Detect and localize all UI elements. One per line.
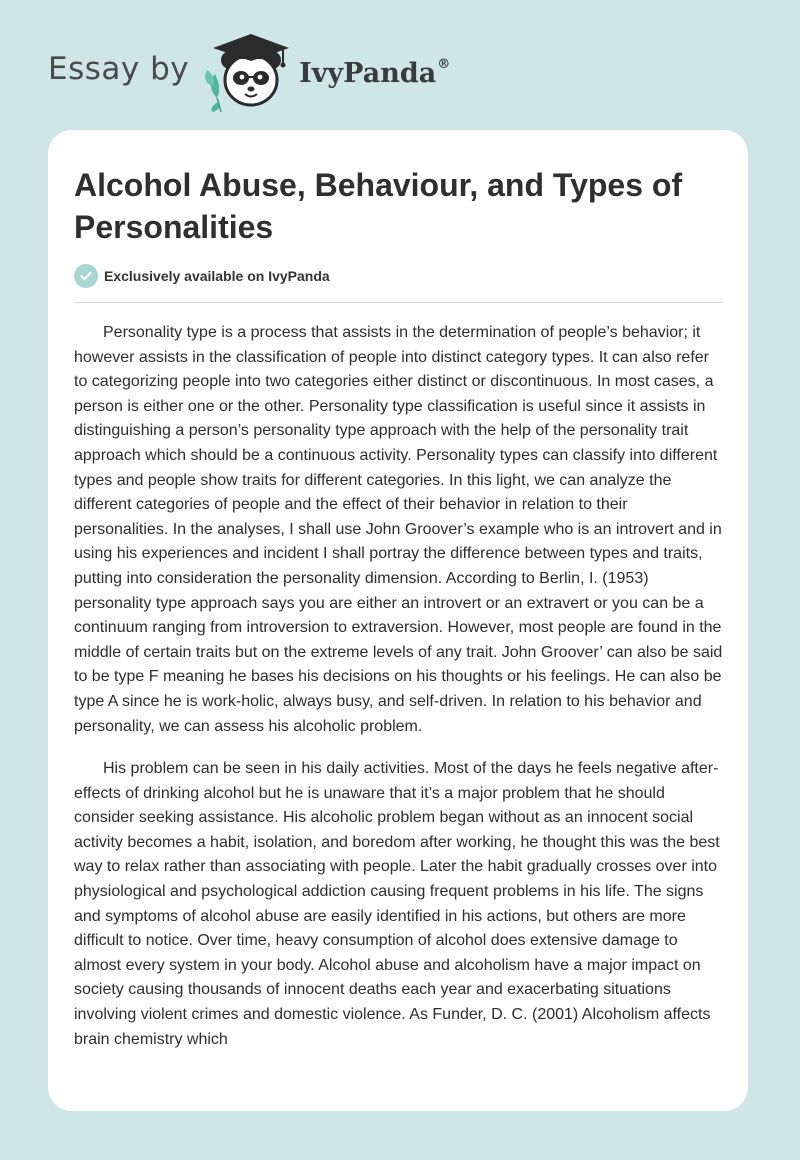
brand-prefix: Essay by bbox=[48, 51, 190, 87]
paragraph: His problem can be seen in his daily activities. Most of the days he feels negative after-effects of drinking alcohol but he is unaware that it’s a major problem that he should consider seeking assistance. His alcoholic problem began without as an innocent social activity becomes a habit, isolation, and boredom after working, he thought this was the best way to relax rather than associating with people. Later the habit gradually crosses over into physiological and psychological addiction causing frequent problems in his life. The signs and symptoms of alcohol abuse are easily identified in his actions, but others are more difficult to notice. Over time, heavy consumption of alcohol does extensive damage to almost every system in your body. Alcohol abuse and alcoholism have a major impact on society causing thousands of innocent deaths each year and exacerbating situations involving violent crimes and domestic violence. As Funder, D. C. (2001) Alcoholism affects brain chemistry which bbox=[74, 760, 720, 1048]
essay-body bbox=[74, 321, 724, 1070]
panda-graduate-logo-icon bbox=[203, 28, 299, 112]
paragraph: Personality type is a process that assists in the determination of people’s behavior; it however assists in the classification of people into distinct category types. It can also refer to categorizing people into two categories either distinct or discontinuous. In most cases, a person is either one or the other. Personality type classification is useful since it assists in distinguishing a person’s personality type approach with the help of the personality trait approach which should be a continuous activity. Personality types can classify into different types and people show traits for different categories. In this light, we can analyze the different categories of people and the effect of their behavior in relation to their personalities. In the analyses, I shall use John Groover’s example who is an introvert and in using his experiences and incident I shall portray the difference between types and traits, putting into consideration the personality dimension. According to Berlin, I. (1953) personality type approach says you are either an introvert or an extravert or you can be a continuum ranging from introversion to extraversion. However, most people are found in the middle of certain traits but on the extreme levels of any trait. John Groover’ can also be said to be type F meaning he bases his decisions on his thoughts or his feelings. He can also be type A since he is work-holic, always busy, and self-driven. In relation to his behavior and personality, we can assess his alcoholic problem. bbox=[74, 324, 723, 735]
registered-mark: ® bbox=[437, 57, 451, 72]
page-title: Alcohol Abuse, Behaviour, and Types of Personalities bbox=[74, 167, 683, 245]
essay-card bbox=[48, 130, 748, 1111]
divider bbox=[74, 302, 723, 303]
brand-name bbox=[299, 57, 450, 89]
brand-name-text: IvyPanda bbox=[299, 58, 437, 89]
exclusive-notice bbox=[74, 264, 330, 288]
check-circle-icon bbox=[74, 264, 98, 288]
site-header-brand[interactable] bbox=[48, 28, 450, 112]
exclusive-label: Exclusively available on IvyPanda bbox=[104, 268, 330, 284]
